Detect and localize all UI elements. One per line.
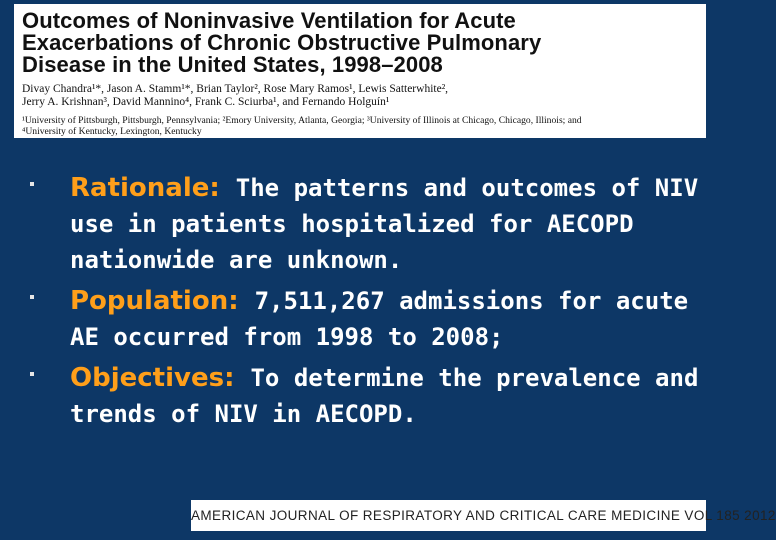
bullet-text: To determine the prevalence and trends of NIV in AECOPD. (70, 364, 699, 428)
article-authors-line: Jerry A. Krishnan³, David Mannino⁴, Frank C. Sciurba¹, and Fernando Holguín¹ (22, 96, 390, 108)
article-affiliation-line: ⁴University of Kentucky, Lexington, Kentucky (22, 126, 202, 137)
bullet-text: 7,511,267 admissions for acute AE occurred from 1998 to 2008; (70, 287, 689, 351)
article-header-image (14, 4, 706, 138)
bullet-dot-icon (30, 295, 34, 299)
bullet-dot-icon (30, 372, 34, 376)
article-title-line: Outcomes of Noninvasive Ventilation for Acute (22, 8, 516, 33)
bullet-label: Population: (70, 286, 239, 316)
article-title (22, 10, 698, 76)
bullet-objectives (30, 360, 710, 432)
bullet-label: Rationale: (70, 173, 220, 203)
article-affiliations (22, 115, 698, 137)
journal-banner: AMERICAN JOURNAL OF RESPIRATORY AND CRITICAL CARE MEDICINE VOL 185 2012 (191, 500, 706, 531)
article-title-line: Exacerbations of Chronic Obstructive Pulmonary (22, 30, 542, 55)
bullet-text: The patterns and outcomes of NIV use in patients hospitalized for AECOPD nationwide are unknown. (70, 174, 699, 274)
bullet-label: Objectives: (70, 363, 235, 393)
article-authors-line: Divay Chandra¹*, Jason A. Stamm¹*, Brian Taylor², Rose Mary Ramos¹, Lewis Satterwhite², (22, 83, 449, 95)
article-authors (22, 83, 698, 109)
bullet-dot-icon (30, 182, 34, 186)
bullet-list (30, 170, 710, 432)
bullet-rationale (30, 170, 710, 278)
article-title-line: Disease in the United States, 1998–2008 (22, 52, 443, 77)
article-affiliation-line: ¹University of Pittsburgh, Pittsburgh, Pennsylvania; ²Emory University, Atlanta, Georgia; ³University of Illinois at Chicago, Chicago, Illinois; and (22, 115, 582, 126)
bullet-population (30, 283, 710, 355)
